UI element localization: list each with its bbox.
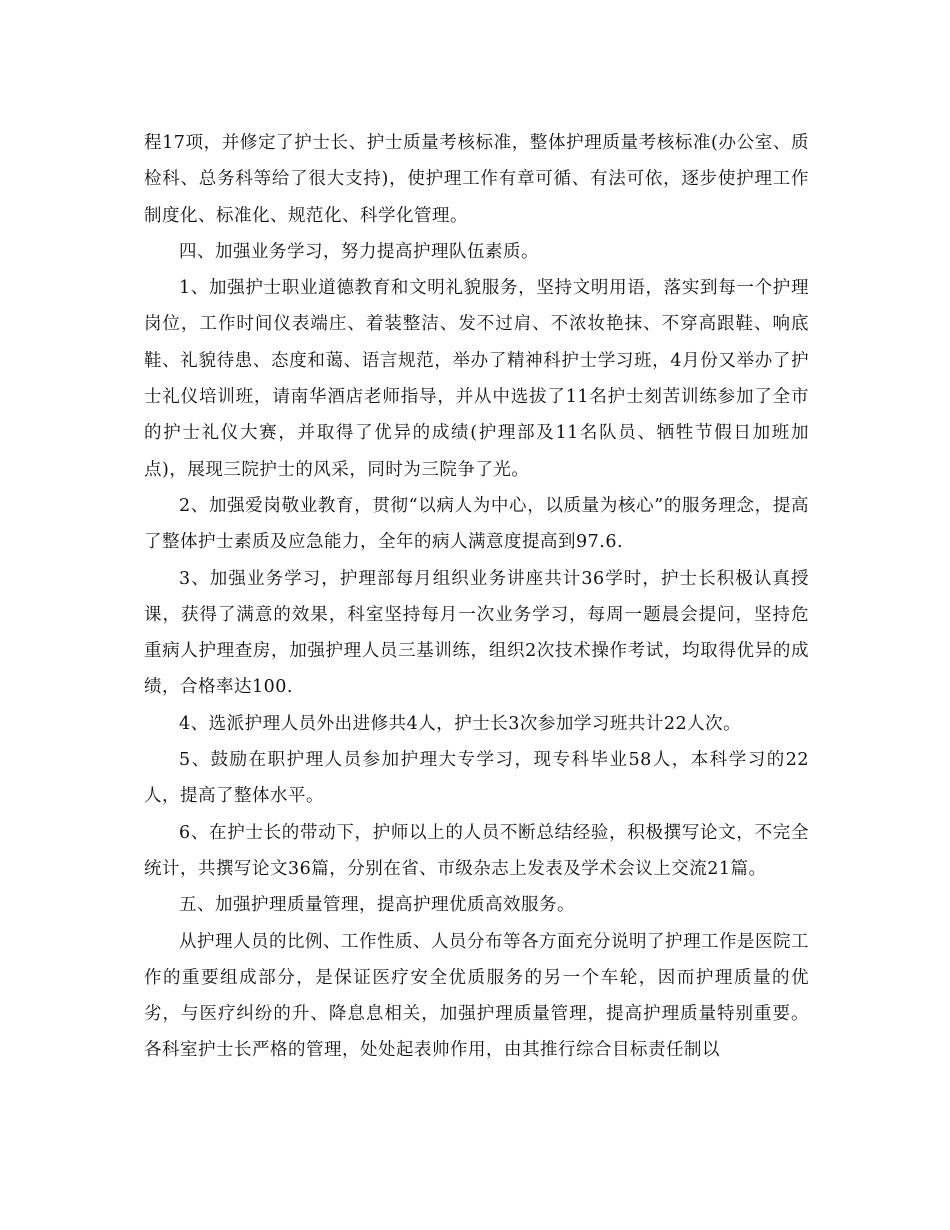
document-body — [144, 125, 809, 1069]
section-heading-4: 四、加强业务学习，努力提高护理队伍素质。 — [179, 241, 539, 262]
paragraph-item-6: 6、在护士长的带动下，护师以上的人员不断总结经验，积极撰写论文，不完全统计，共撰写论文36篇，分别在省、市级杂志上发表及学术会议上交流21篇。 — [144, 822, 809, 879]
paragraph-item-5: 5、鼓励在职护理人员参加护理大专学习，现专科毕业58人，本科学习的22人，提高了整体水平。 — [144, 750, 809, 807]
paragraph-item-4: 4、选派护理人员外出进修共4人，护士长3次参加学习班共计22人次。 — [179, 713, 742, 734]
paragraph-body: 从护理人员的比例、工作性质、人员分布等各方面充分说明了护理工作是医院工作的重要组成部分，是保证医疗安全优质服务的另一个车轮，因而护理质量的优劣，与医疗纠纷的升、降息息相关，加强护理质量管理，提高护理质量特别重要。各科室护士长严格的管理，处处起表帅作用，由其推行综合目标责任制以 — [144, 931, 809, 1061]
paragraph-item-1: 1、加强护士职业道德教育和文明礼貌服务，坚持文明用语，落实到每一个护理岗位，工作时间仪表端庄、着装整洁、发不过肩、不浓妆艳抹、不穿高跟鞋、响底鞋、礼貌待患、态度和蔼、语言规范，举办了精神科护士学习班，4月份又举办了护士礼仪培训班，请南华酒店老师指导，并从中选拔了11名护士刻苦训练参加了全市的护士礼仪大赛，并取得了优异的成绩(护理部及11名队员、牺牲节假日加班加点)，展现三院护士的风采，同时为三院争了光。 — [144, 278, 809, 480]
paragraph-item-2: 2、加强爱岗敬业教育，贯彻“以病人为中心，以质量为核心”的服务理念，提高了整体护士素质及应急能力，全年的病人满意度提高到97.6. — [144, 495, 809, 553]
paragraph-continuation: 程17项，并修定了护士长、护士质量考核标准，整体护理质量考核标准(办公室、质检科、总务科等给了很大支持)，使护理工作有章可循、有法可依，逐步使护理工作制度化、标准化、规范化、科学化管理。 — [144, 133, 809, 226]
section-heading-5: 五、加强护理质量管理，提高护理优质高效服务。 — [179, 895, 575, 916]
paragraph-item-3: 3、加强业务学习，护理部每月组织业务讲座共计36学时，护士长积极认真授课，获得了满意的效果，科室坚持每月一次业务学习，每周一题晨会提问，坚持危重病人护理查房，加强护理人员三基训练，组织2次技术操作考试，均取得优异的成绩，合格率达100. — [144, 568, 809, 698]
